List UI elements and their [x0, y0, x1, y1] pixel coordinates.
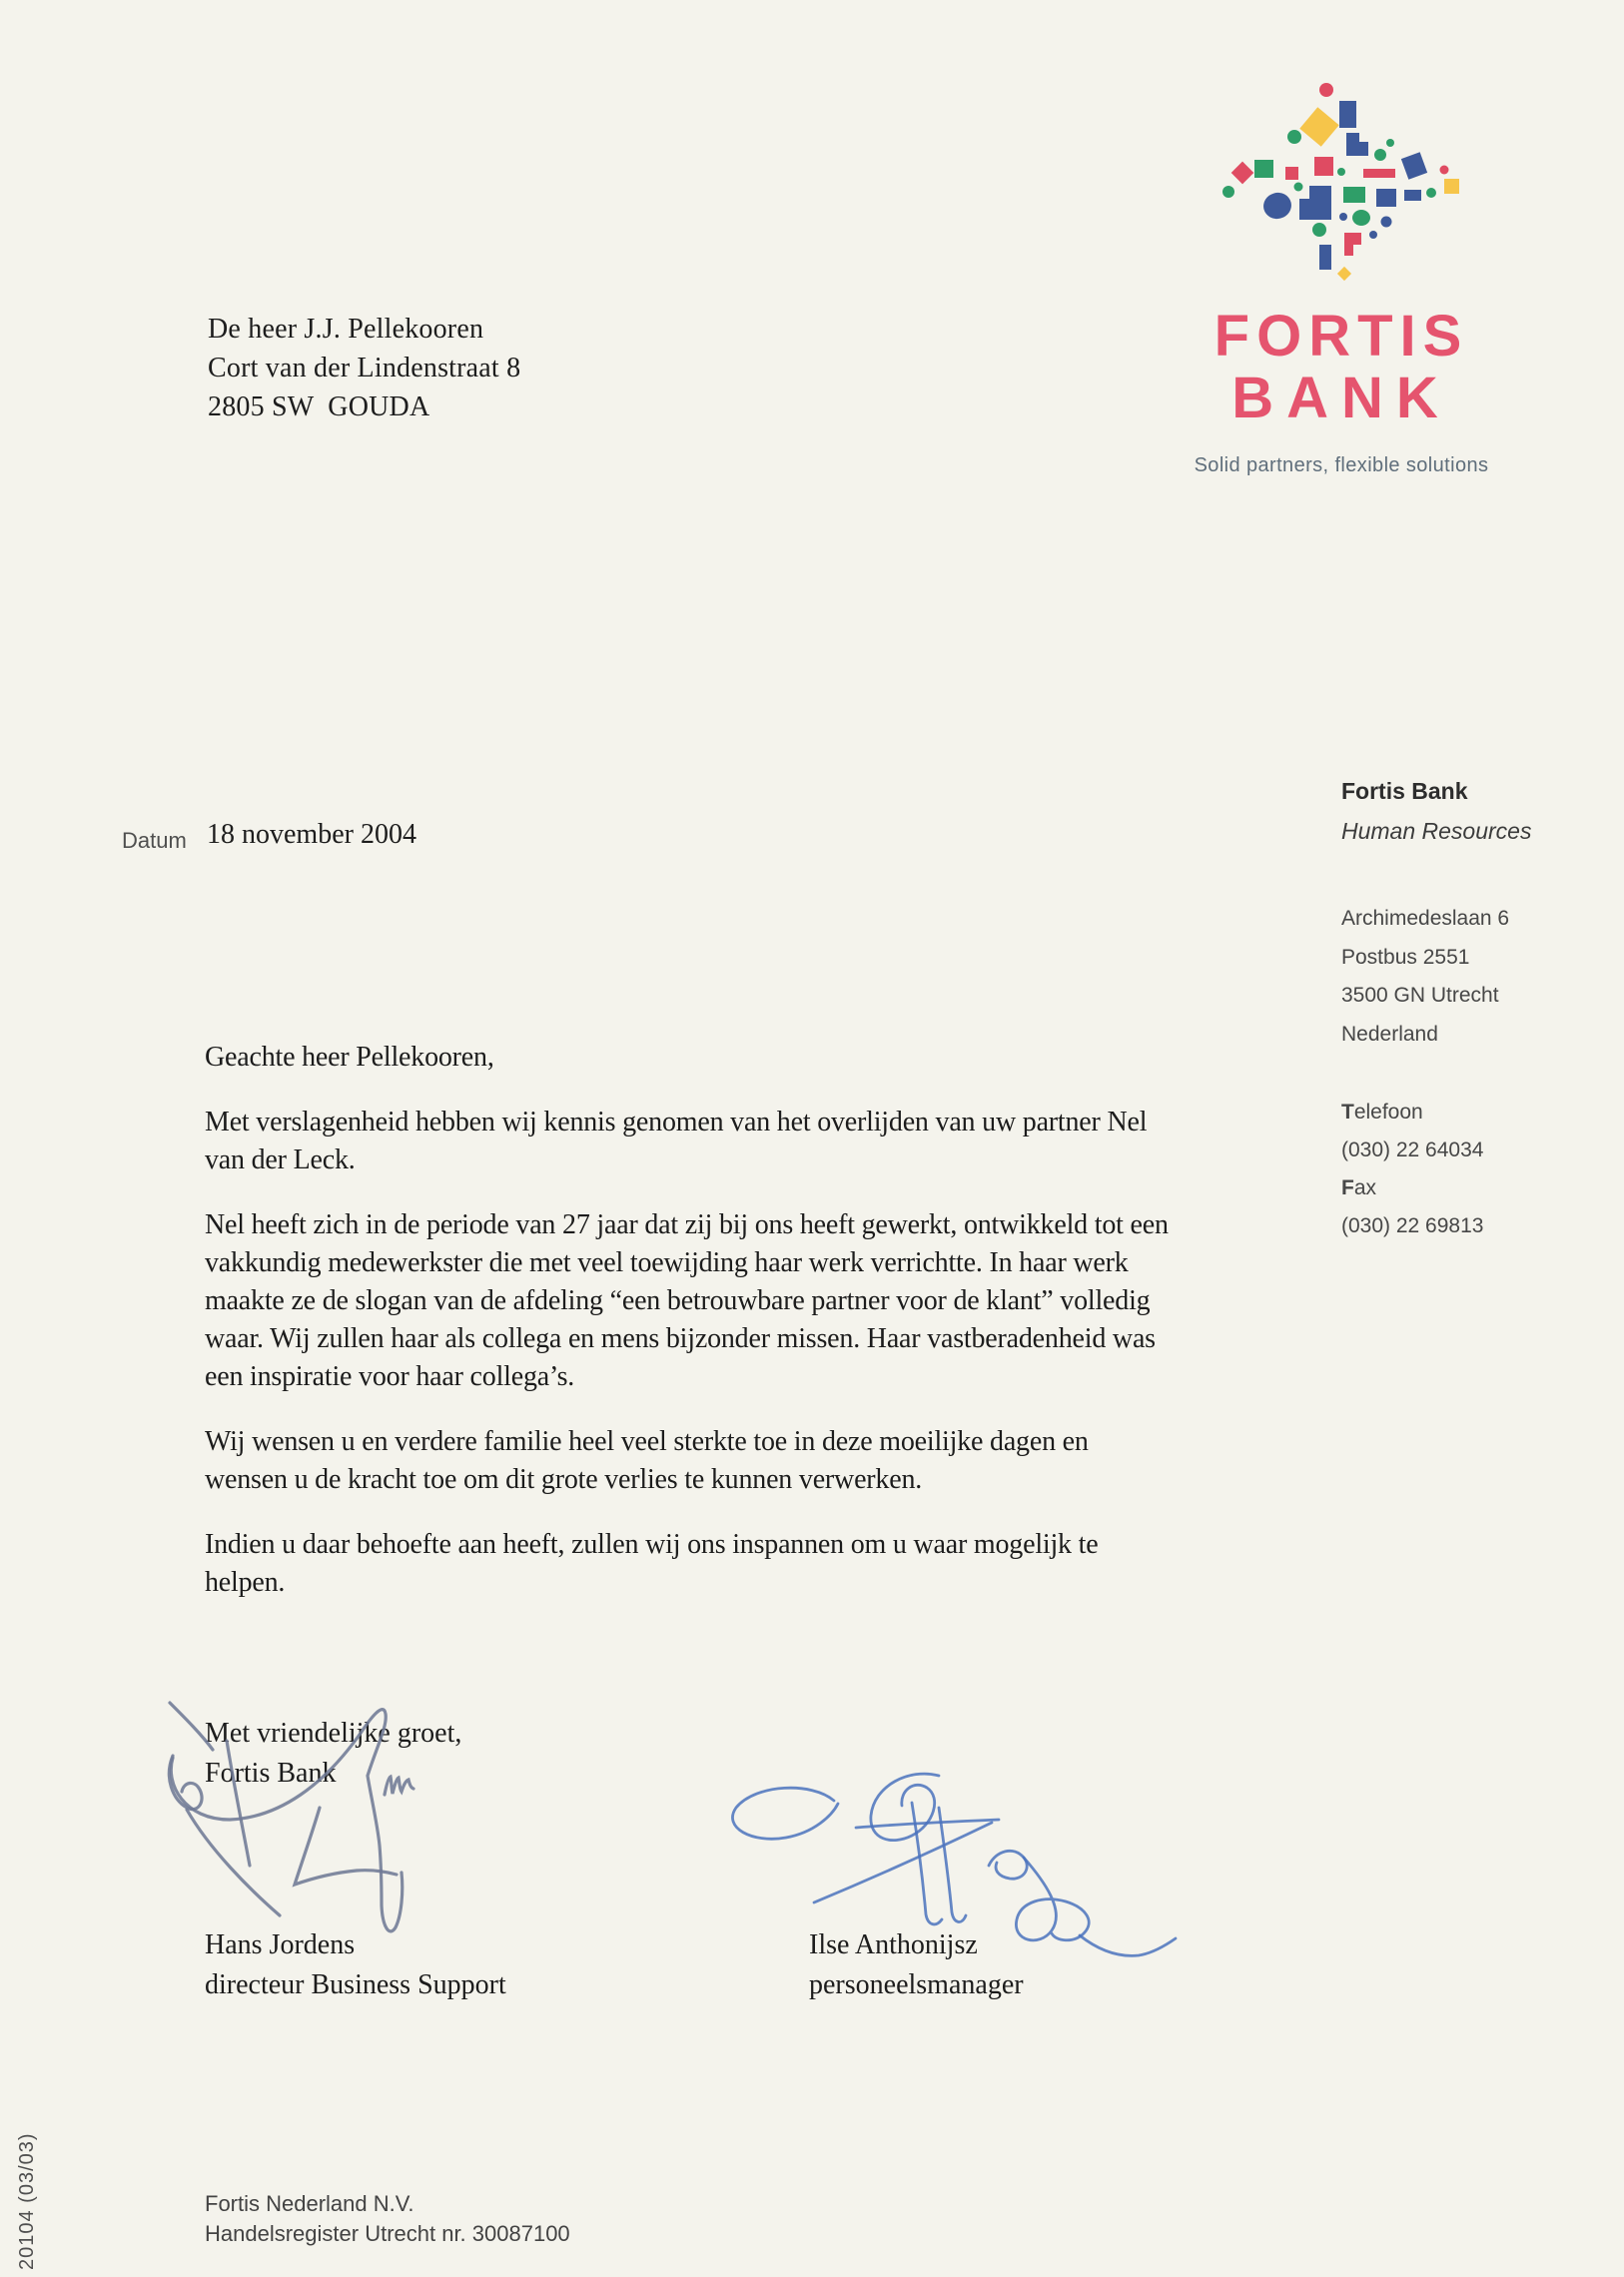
signatory-title: directeur Business Support [205, 1969, 506, 2000]
fortis-bank-logo [1169, 66, 1514, 477]
date-value: 18 november 2004 [207, 819, 416, 850]
signatory-block [205, 1925, 506, 2005]
salutation: Geachte heer Pellekooren, [205, 1042, 494, 1073]
fax-label: Fax [1341, 1176, 1377, 1199]
recipient-address: De heer J.J. Pellekooren Cort van der Lindenstraat 8 2805 SW GOUDA [208, 314, 521, 422]
sender-company: Fortis Bank [1341, 778, 1468, 804]
brand-wordmark-bank: BANK [1231, 366, 1451, 430]
brand-wordmark-fortis: FORTIS [1214, 304, 1469, 369]
phone-label: Telefoon [1341, 1101, 1423, 1124]
closing: Met vriendelijke groet, Fortis Bank [205, 1718, 462, 1789]
brand-tagline: Solid partners, flexible solutions [1194, 454, 1489, 476]
paragraph: Wij wensen u en verdere familie heel veel sterkte toe in deze moeilijke dagen en wensen u de kracht toe om dit grote verlies te kunnen verwerken. [205, 1426, 1089, 1495]
signatory-title: personeelsmanager [809, 1969, 1024, 2000]
fortis-logo-mosaic-icon [1202, 66, 1481, 306]
footer-registration: Fortis Nederland N.V. Handelsregister Utrecht nr. 30087100 [205, 2191, 570, 2246]
paragraph: Met verslagenheid hebben wij kennis genomen van het overlijden van uw partner Nel van der Leck. [205, 1107, 1148, 1175]
letter-body [205, 1039, 1353, 1629]
signatory-name: Hans Jordens [205, 1929, 356, 1960]
sender-contact [1341, 1094, 1601, 1245]
fax-number: (030) 22 69813 [1341, 1214, 1484, 1237]
signatory-name: Ilse Anthonijsz [809, 1929, 978, 1960]
sender-info-column [1341, 777, 1601, 1245]
phone-number: (030) 22 64034 [1341, 1138, 1484, 1161]
paragraph: Indien u daar behoefte aan heeft, zullen wij ons inspannen om u waar mogelijk te helpen. [205, 1529, 1099, 1598]
signatory-block [809, 1925, 1024, 2005]
sender-address: Archimedeslaan 6 Postbus 2551 3500 GN Utrecht Nederland [1341, 907, 1510, 1046]
sender-department: Human Resources [1341, 818, 1532, 844]
paragraph: Nel heeft zich in de periode van 27 jaar dat zij bij ons heeft gewerkt, ontwikkeld tot een vakkundig medewerkster die met veel toewijding haar werk verrichtte. In haar werk maakte ze de slogan van de afdeling “een betrouwbare partner voor de klant” volledig waar. Wij zullen haar als collega en mens bijzonder missen. Haar vastberadenheid was een inspiratie voor haar collega’s. [205, 1209, 1169, 1392]
date-label: Datum [122, 828, 187, 853]
form-code: 20104 (03/03) [16, 2132, 38, 2270]
